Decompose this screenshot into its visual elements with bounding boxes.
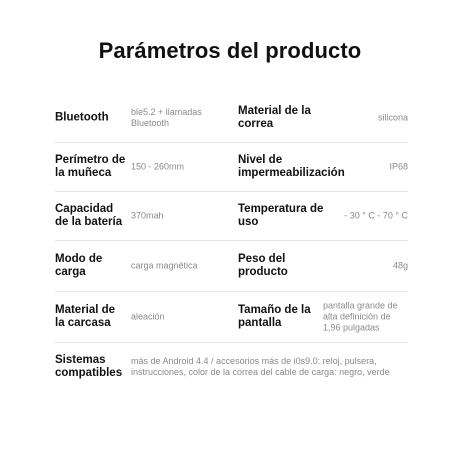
- spec-value: ble5.2 + llamadas Bluetooth: [131, 107, 202, 128]
- spec-value: 150 - 260mm: [131, 161, 185, 172]
- spec-label: Material de la carcasa: [55, 304, 116, 329]
- spec-label: Bluetooth: [55, 111, 109, 124]
- spec-row: [55, 241, 408, 292]
- spec-value: silicona: [377, 112, 408, 123]
- spec-value: IP68: [389, 161, 408, 172]
- spec-label: Sistemas compatibles: [55, 354, 123, 379]
- spec-value: pantalla grande de alta definición de 1,96 pulgadas: [323, 300, 398, 333]
- spec-row: [55, 292, 408, 343]
- page-title: Parámetros del producto: [98, 38, 362, 63]
- spec-label: Temperatura de uso: [238, 203, 324, 228]
- spec-label: Perímetro de la muñeca: [55, 154, 126, 179]
- spec-label: Capacidad de la batería: [55, 203, 123, 228]
- spec-label: Material de la correa: [238, 105, 311, 130]
- spec-row: [55, 94, 408, 143]
- spec-value: aleación: [131, 311, 165, 322]
- spec-label: Modo de carga: [55, 253, 103, 278]
- spec-value: carga magnética: [131, 260, 198, 271]
- spec-label: Peso del producto: [238, 253, 288, 278]
- spec-table: [55, 94, 408, 391]
- spec-row: [55, 343, 408, 391]
- spec-label: Nivel de impermeabilización: [238, 154, 345, 179]
- spec-row: [55, 143, 408, 192]
- spec-label: Tamaño de la pantalla: [238, 304, 311, 329]
- spec-value: 370mah: [131, 210, 164, 221]
- spec-value: más de Android 4.4 / accesorios más de i0s9.0: reloj, pulsera, instrucciones, color de la correa del cable de carga: negro, verde: [131, 356, 390, 377]
- spec-value: - 30 ° C - 70 ° C: [344, 210, 408, 221]
- spec-value: 48g: [392, 260, 408, 271]
- spec-row: [55, 192, 408, 241]
